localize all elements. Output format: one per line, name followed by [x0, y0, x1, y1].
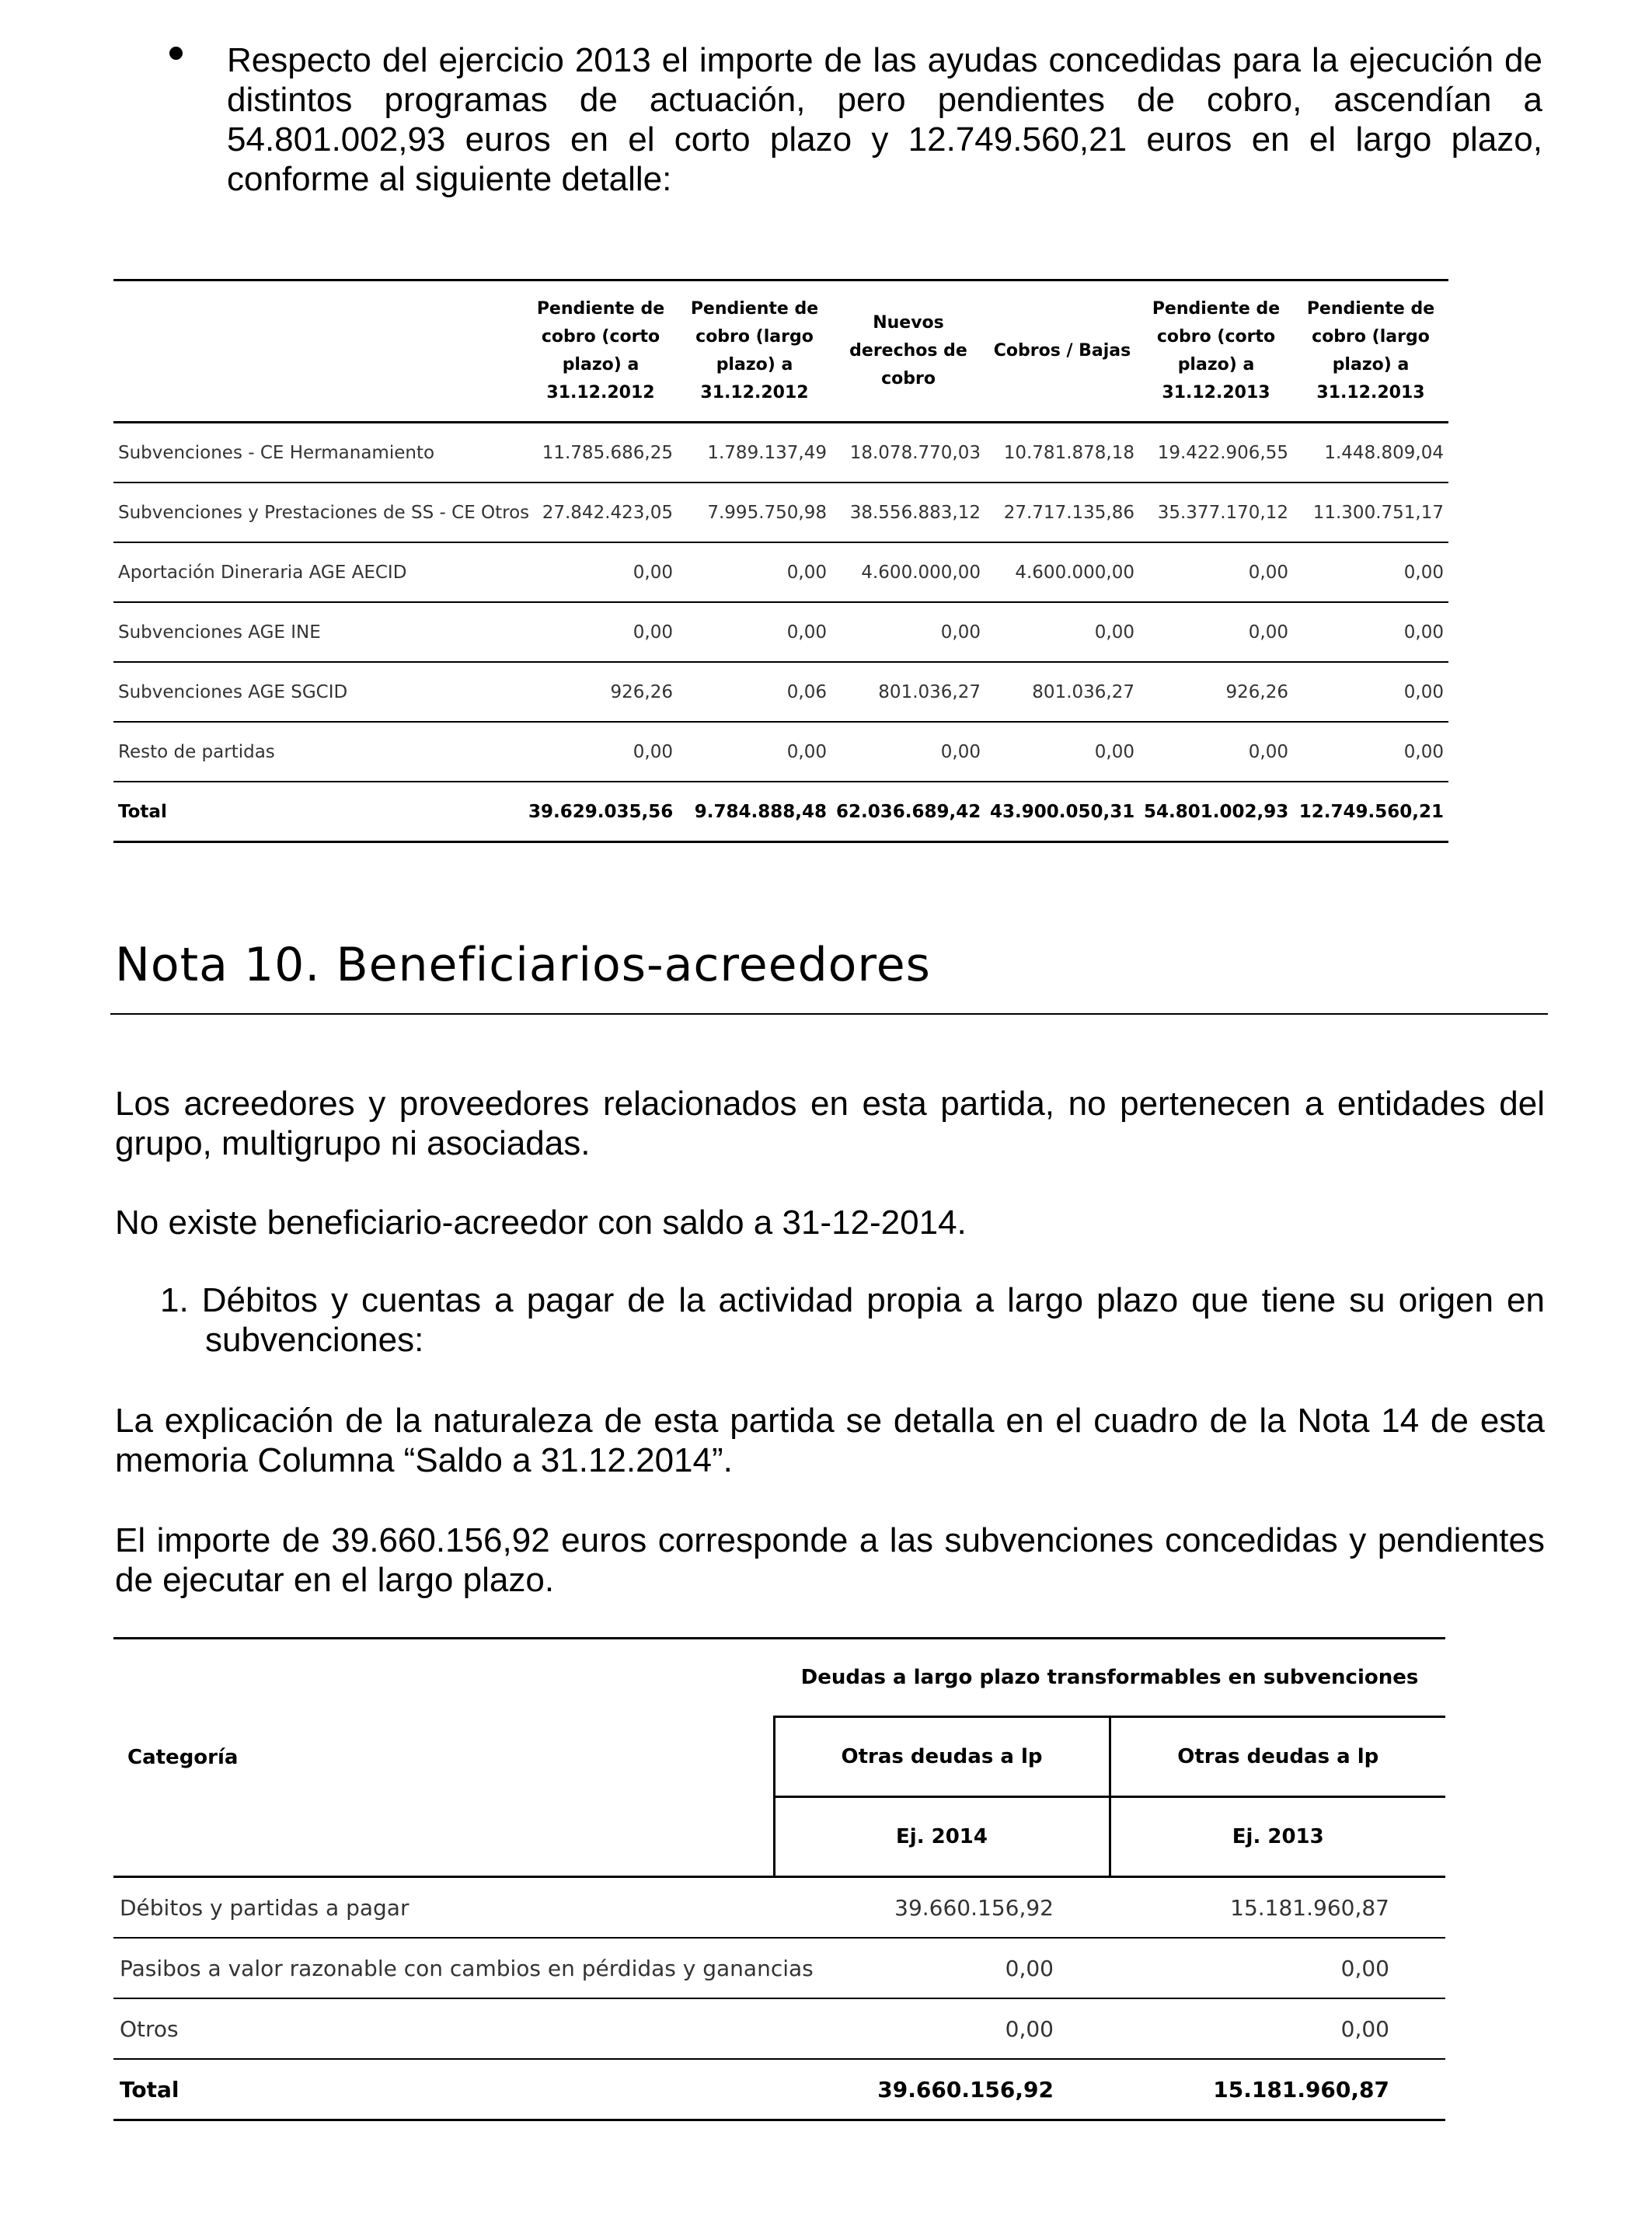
row-label: Pasibos a valor razonable con cambios en pérdidas y ganancias: [113, 1938, 774, 1998]
total-value: 43.900.050,31: [985, 782, 1139, 842]
table-row: [113, 602, 1448, 662]
heading-divider: [110, 1013, 1548, 1015]
table-row: [113, 662, 1448, 722]
cell-value: 35.377.170,12: [1139, 482, 1293, 542]
header-cell: [113, 280, 524, 423]
table-total-row: [113, 2059, 1445, 2120]
cell-value: 0,00: [1139, 542, 1293, 602]
header-cell: Pendiente de cobro (largo plazo) a 31.12.2013: [1293, 280, 1448, 423]
cell-value: 1.789.137,49: [678, 423, 831, 483]
cell-value: 19.422.906,55: [1139, 423, 1293, 483]
total-value: 62.036.689,42: [831, 782, 985, 842]
section-heading: Nota 10. Beneficiarios-acreedores: [115, 938, 931, 992]
cell-value: 801.036,27: [831, 662, 985, 722]
row-label: Débitos y partidas a pagar: [113, 1877, 774, 1939]
cell-value: 0,00: [985, 602, 1139, 662]
table-row: [113, 722, 1448, 782]
row-label: Aportación Dineraria AGE AECID: [113, 542, 524, 602]
cell-value: 0,00: [678, 722, 831, 782]
year-header: Ej. 2014: [774, 1797, 1110, 1877]
cell-value: 0,00: [678, 542, 831, 602]
cell-value: 0,00: [1293, 662, 1448, 722]
category-header: Categoría: [113, 1639, 774, 1877]
cell-value: 0,00: [985, 722, 1139, 782]
cell-value: 0,00: [1110, 1938, 1445, 1998]
cell-value: 10.781.878,18: [985, 423, 1139, 483]
cell-value: 0,00: [524, 542, 678, 602]
paragraph: No existe beneficiario-acreedor con saldo a 31-12-2014.: [115, 1204, 967, 1242]
row-label: Subvenciones AGE INE: [113, 602, 524, 662]
cell-value: 18.078.770,03: [831, 423, 985, 483]
cell-value: 39.660.156,92: [774, 1877, 1110, 1939]
total-value: 12.749.560,21: [1293, 782, 1448, 842]
row-label: Subvenciones - CE Hermanamiento: [113, 423, 524, 483]
cell-value: 15.181.960,87: [1110, 1877, 1445, 1939]
cell-value: 0,00: [1293, 722, 1448, 782]
cell-value: 0,06: [678, 662, 831, 722]
header-cell: Cobros / Bajas: [985, 280, 1139, 423]
cell-value: 0,00: [1293, 602, 1448, 662]
cell-value: 7.995.750,98: [678, 482, 831, 542]
cell-value: 0,00: [774, 1998, 1110, 2059]
cell-value: 11.785.686,25: [524, 423, 678, 483]
cell-value: 4.600.000,00: [985, 542, 1139, 602]
total-value: 39.660.156,92: [774, 2059, 1110, 2120]
cell-value: 27.842.423,05: [524, 482, 678, 542]
table-header-row: [113, 280, 1448, 423]
cell-value: 4.600.000,00: [831, 542, 985, 602]
total-value: 54.801.002,93: [1139, 782, 1293, 842]
cell-value: 0,00: [678, 602, 831, 662]
paragraph: El importe de 39.660.156,92 euros corresponde a las subvenciones concedidas y pendientes de ejecutar en el largo plazo.: [115, 1521, 1545, 1599]
table-row: [113, 1877, 1445, 1939]
header-cell: Pendiente de cobro (corto plazo) a 31.12.2013: [1139, 280, 1293, 423]
paragraph: Los acreedores y proveedores relacionados en esta partida, no pertenecen a entidades del grupo, multigrupo ni asociadas.: [115, 1085, 1545, 1162]
table-header-row: [113, 1639, 1445, 1717]
header-cell: Pendiente de cobro (largo plazo) a 31.12.2012: [678, 280, 831, 423]
subheader-cell: Otras deudas a lp: [774, 1717, 1110, 1797]
cell-value: 801.036,27: [985, 662, 1139, 722]
total-label: Total: [113, 2059, 774, 2120]
year-header: Ej. 2013: [1110, 1797, 1445, 1877]
cell-value: 11.300.751,17: [1293, 482, 1448, 542]
total-value: 39.629.035,56: [524, 782, 678, 842]
numbered-item: 1. Débitos y cuentas a pagar de la actividad propia a largo plazo que tiene su origen en subvenciones:: [160, 1281, 1545, 1359]
bullet-marker: [169, 47, 183, 60]
cell-value: 0,00: [831, 722, 985, 782]
subheader-cell: Otras deudas a lp: [1110, 1717, 1445, 1797]
header-cell: Pendiente de cobro (corto plazo) a 31.12.2012: [524, 280, 678, 423]
cell-value: 0,00: [1293, 542, 1448, 602]
total-value: 9.784.888,48: [678, 782, 831, 842]
receivables-table: [113, 279, 1448, 843]
cell-value: 0,00: [524, 602, 678, 662]
row-label: Otros: [113, 1998, 774, 2059]
cell-value: 0,00: [1110, 1998, 1445, 2059]
table-row: [113, 1998, 1445, 2059]
cell-value: 926,26: [524, 662, 678, 722]
cell-value: 0,00: [774, 1938, 1110, 1998]
cell-value: 0,00: [1139, 602, 1293, 662]
header-cell: Nuevos derechos de cobro: [831, 280, 985, 423]
table-total-row: [113, 782, 1448, 842]
total-label: Total: [113, 782, 524, 842]
table-row: [113, 1938, 1445, 1998]
table-row: [113, 542, 1448, 602]
table-row: [113, 482, 1448, 542]
long-term-debt-table: [113, 1637, 1445, 2121]
bullet-paragraph: Respecto del ejercicio 2013 el importe de las ayudas concedidas para la ejecución de distintos programas de actuación, pero pendientes de cobro, ascendían a 54.801.002,93 euros en el corto plazo y 12.749.560,21 euros en el largo plazo, conforme al siguiente detalle:: [227, 41, 1542, 198]
cell-value: 1.448.809,04: [1293, 423, 1448, 483]
paragraph: La explicación de la naturaleza de esta partida se detalla en el cuadro de la Nota 14 de esta memoria Columna “Saldo a 31.12.2014”.: [115, 1402, 1545, 1479]
group-header: Deudas a largo plazo transformables en subvenciones: [774, 1639, 1445, 1717]
table-row: [113, 423, 1448, 483]
cell-value: 38.556.883,12: [831, 482, 985, 542]
cell-value: 926,26: [1139, 662, 1293, 722]
row-label: Subvenciones y Prestaciones de SS - CE Otros: [113, 482, 524, 542]
cell-value: 0,00: [831, 602, 985, 662]
row-label: Resto de partidas: [113, 722, 524, 782]
cell-value: 27.717.135,86: [985, 482, 1139, 542]
cell-value: 0,00: [524, 722, 678, 782]
row-label: Subvenciones AGE SGCID: [113, 662, 524, 722]
total-value: 15.181.960,87: [1110, 2059, 1445, 2120]
cell-value: 0,00: [1139, 722, 1293, 782]
